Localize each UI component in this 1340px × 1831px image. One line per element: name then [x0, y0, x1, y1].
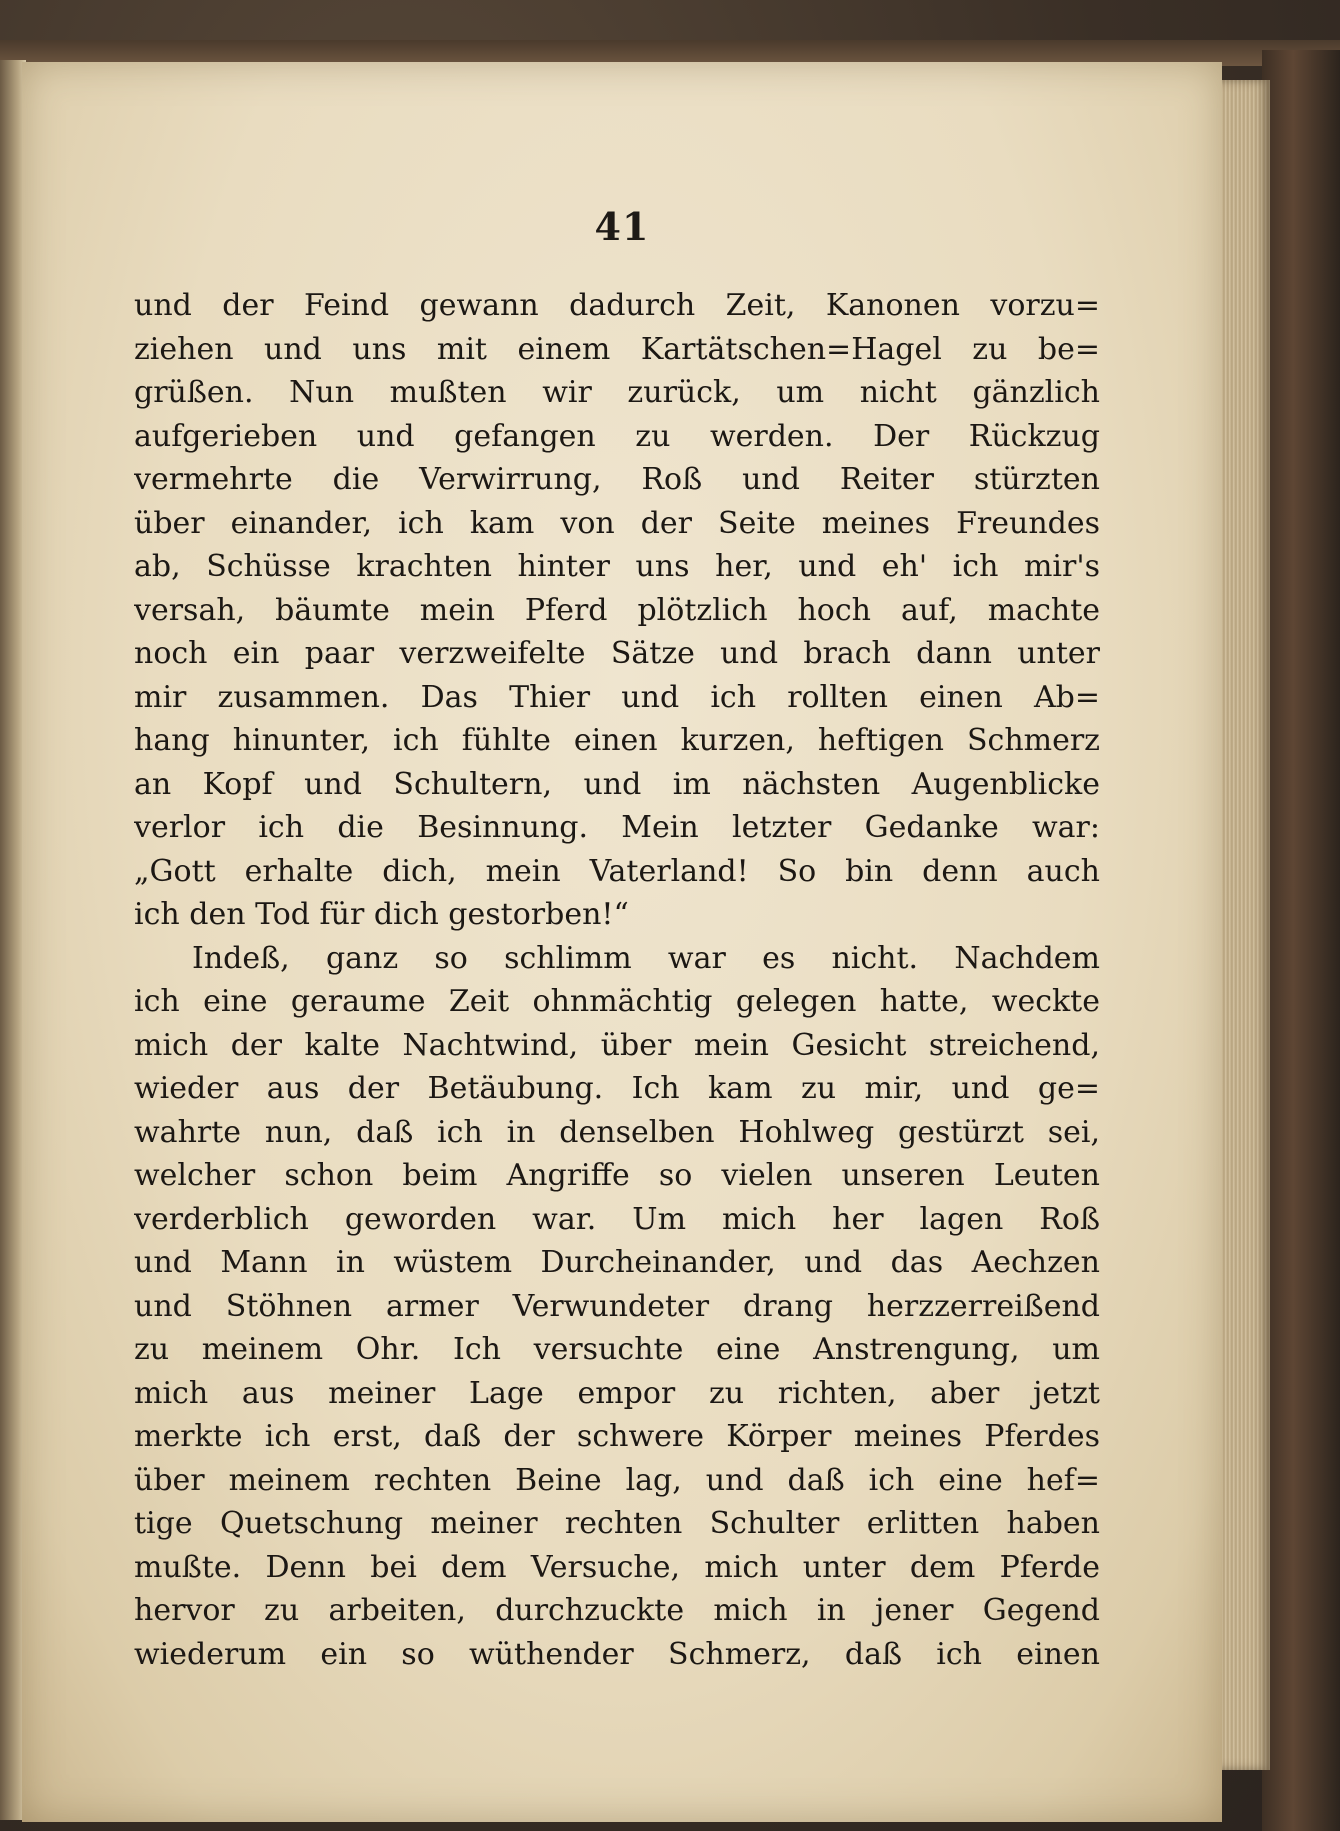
text-line: Indeß, ganz so schlimm war es nicht. Nachdem	[192, 940, 1100, 976]
text-line: ab, Schüsse krachten hinter uns her, und eh' ich mir's	[134, 549, 1100, 584]
text-line: und Mann in wüstem Durcheinander, und das Aechzen	[134, 1245, 1100, 1280]
text-line: verlor ich die Besinnung. Mein letzter Gedanke war:	[134, 810, 1100, 845]
text-line: mich der kalte Nachtwind, über mein Gesicht streichend,	[134, 1027, 1100, 1063]
text-line: wahrte nun, daß ich in denselben Hohlweg gestürzt sei,	[134, 1114, 1100, 1150]
text-line: grüßen. Nun mußten wir zurück, um nicht gänzlich	[134, 375, 1100, 410]
text-line: und der Feind gewann dadurch Zeit, Kanonen vorzu=	[134, 288, 1100, 323]
text-line: und Stöhnen armer Verwundeter drang herzzerreißend	[134, 1288, 1100, 1324]
text-line: merkte ich erst, daß der schwere Körper meines Pferdes	[134, 1419, 1100, 1454]
text-line: noch ein paar verzweifelte Sätze und brach dann unter	[134, 636, 1100, 671]
page-text	[134, 284, 1100, 1676]
text-line: zu meinem Ohr. Ich versuchte eine Anstrengung, um	[134, 1332, 1100, 1367]
text-line: welcher schon beim Angriffe so vielen unseren Leuten	[134, 1158, 1100, 1193]
text-line: tige Quetschung meiner rechten Schulter erlitten haben	[134, 1506, 1100, 1541]
text-line: „Gott erhalte dich, mein Vaterland! So bin denn auch	[134, 853, 1100, 889]
text-line: wieder aus der Betäubung. Ich kam zu mir, und ge=	[134, 1071, 1100, 1106]
text-line: an Kopf und Schultern, und im nächsten Augenblicke	[134, 766, 1100, 802]
text-line: verderblich geworden war. Um mich her lagen Roß	[134, 1201, 1100, 1237]
text-line: hervor zu arbeiten, durchzuckte mich in jener Gegend	[134, 1593, 1100, 1628]
book-page	[22, 62, 1222, 1822]
text-line: hang hinunter, ich fühlte einen kurzen, heftigen Schmerz	[134, 723, 1100, 758]
text-line: über einander, ich kam von der Seite meines Freundes	[134, 505, 1100, 541]
text-line: versah, bäumte mein Pferd plötzlich hoch auf, machte	[134, 592, 1100, 628]
text-line: ich eine geraume Zeit ohnmächtig gelegen hatte, weckte	[134, 984, 1100, 1019]
text-line: vermehrte die Verwirrung, Roß und Reiter stürzten	[134, 462, 1100, 497]
text-line: ziehen und uns mit einem Kartätschen=Hagel zu be=	[134, 331, 1100, 367]
book-cover-right-edge	[1262, 50, 1340, 1831]
text-line: aufgerieben und gefangen zu werden. Der Rückzug	[134, 418, 1100, 454]
text-line: ich den Tod für dich gestorben!“	[134, 897, 629, 932]
text-line: mußte. Denn bei dem Versuche, mich unter dem Pferde	[134, 1549, 1100, 1585]
text-line: mich aus meiner Lage empor zu richten, aber jetzt	[134, 1375, 1100, 1411]
text-line: über meinem rechten Beine lag, und daß ich eine hef=	[134, 1462, 1100, 1498]
text-line: mir zusammen. Das Thier und ich rollten einen Ab=	[134, 679, 1100, 715]
text-line: wiederum ein so wüthender Schmerz, daß ich einen	[134, 1636, 1100, 1672]
page-number: 41	[594, 204, 650, 249]
